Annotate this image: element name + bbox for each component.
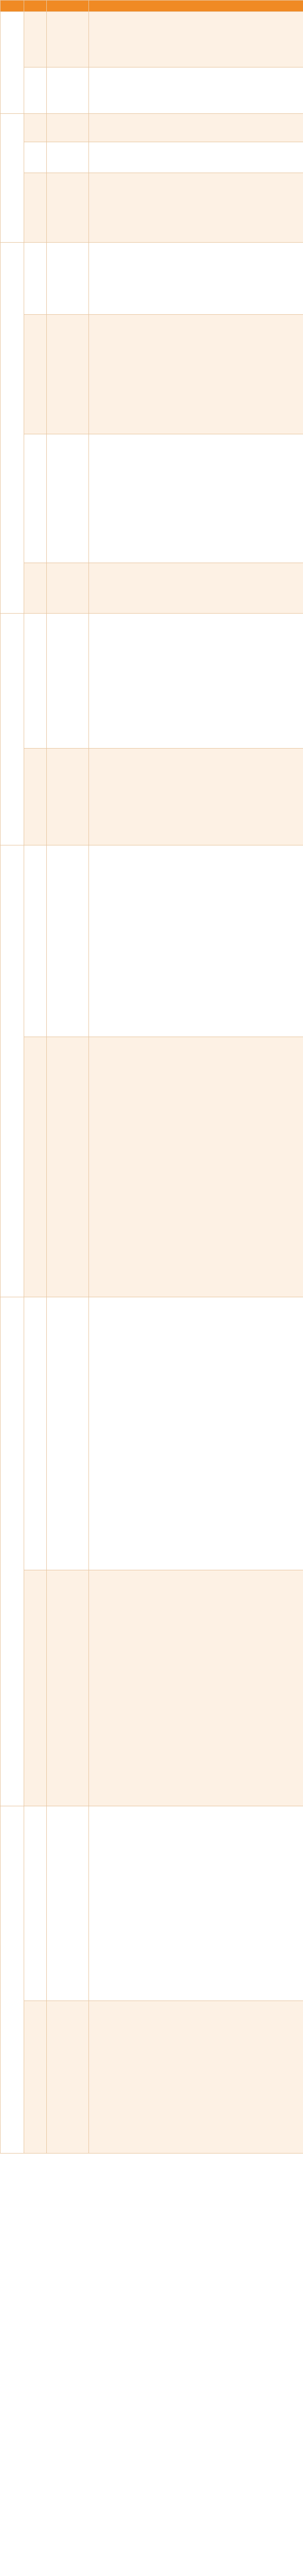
region-cell [1, 114, 24, 243]
table-row [1, 2001, 303, 2154]
title-cell [47, 142, 89, 173]
content-cell [89, 2001, 303, 2154]
title-cell [47, 1570, 89, 1806]
title-cell [47, 173, 89, 243]
date-cell [24, 563, 47, 614]
content-cell [89, 749, 303, 845]
title-cell [47, 1297, 89, 1570]
table-row [1, 173, 303, 243]
title-cell [47, 845, 89, 1037]
region-cell [1, 1297, 24, 1806]
title-cell [47, 315, 89, 434]
header-date [24, 1, 47, 12]
date-cell [24, 315, 47, 434]
title-cell [47, 243, 89, 315]
table-row [1, 12, 303, 67]
region-cell [1, 1806, 24, 2154]
content-cell [89, 614, 303, 749]
title-cell [47, 67, 89, 114]
content-cell [89, 1570, 303, 1806]
date-cell [24, 749, 47, 845]
title-cell [47, 12, 89, 67]
content-cell [89, 1297, 303, 1570]
content-cell [89, 114, 303, 142]
table-header [1, 1, 303, 12]
content-cell [89, 563, 303, 614]
date-cell [24, 434, 47, 563]
date-cell [24, 173, 47, 243]
header-region [1, 1, 24, 12]
header-title [47, 1, 89, 12]
table-row [1, 749, 303, 845]
date-cell [24, 12, 47, 67]
date-cell [24, 845, 47, 1037]
date-cell [24, 614, 47, 749]
table-row [1, 1297, 303, 1570]
content-cell [89, 315, 303, 434]
content-cell [89, 1037, 303, 1297]
content-cell [89, 173, 303, 243]
date-cell [24, 1806, 47, 2001]
header-row [1, 1, 303, 12]
header-content [89, 1, 303, 12]
title-cell [47, 434, 89, 563]
table-row [1, 1037, 303, 1297]
title-cell [47, 2001, 89, 2154]
date-cell [24, 114, 47, 142]
title-cell [47, 614, 89, 749]
region-cell [1, 845, 24, 1297]
content-cell [89, 845, 303, 1037]
region-cell [1, 12, 24, 114]
title-cell [47, 563, 89, 614]
title-cell [47, 114, 89, 142]
table-body [1, 12, 303, 2154]
content-cell [89, 142, 303, 173]
table-row [1, 845, 303, 1037]
date-cell [24, 67, 47, 114]
title-cell [47, 749, 89, 845]
content-cell [89, 12, 303, 67]
table-row [1, 114, 303, 142]
date-cell [24, 1570, 47, 1806]
content-cell [89, 434, 303, 563]
table-row [1, 614, 303, 749]
table-row [1, 243, 303, 315]
region-cell [1, 243, 24, 614]
date-cell [24, 1037, 47, 1297]
region-cell [1, 614, 24, 845]
table-row [1, 563, 303, 614]
content-cell [89, 67, 303, 114]
date-cell [24, 243, 47, 315]
table-row [1, 1570, 303, 1806]
content-cell [89, 243, 303, 315]
title-cell [47, 1806, 89, 2001]
table-row [1, 67, 303, 114]
date-cell [24, 1297, 47, 1570]
table-row [1, 142, 303, 173]
title-cell [47, 1037, 89, 1297]
date-cell [24, 142, 47, 173]
table-row [1, 1806, 303, 2001]
table-row [1, 434, 303, 563]
content-cell [89, 1806, 303, 2001]
table-row [1, 315, 303, 434]
date-cell [24, 2001, 47, 2154]
